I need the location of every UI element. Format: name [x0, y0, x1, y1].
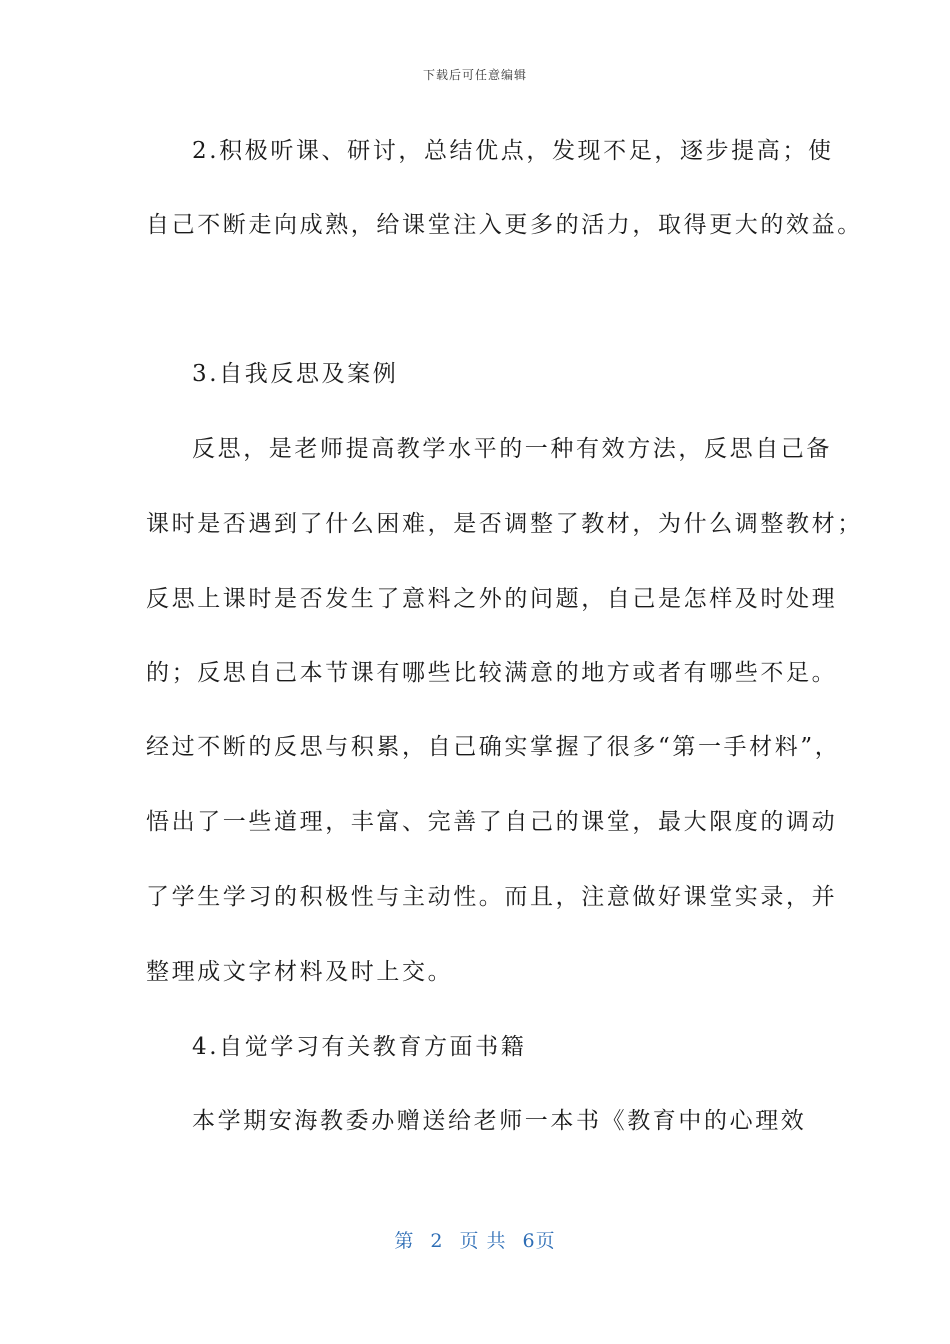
footer-middle: 页 共: [459, 1230, 507, 1252]
paragraph-line: 悟出了一些道理，丰富、完善了自己的课堂，最大限度的调动: [146, 809, 838, 835]
paragraph-line: 反思，是老师提高教学水平的一种有效方法，反思自己备: [192, 436, 832, 462]
paragraph-line: 课时是否遇到了什么困难，是否调整了教材，为什么调整教材；: [146, 511, 863, 537]
paragraph-line: 了学生学习的积极性与主动性。而且，注意做好课堂实录，并: [146, 884, 838, 910]
paragraph-line: 经过不断的反思与积累，自己确实掌握了很多“第一手材料”，: [146, 734, 841, 760]
footer-total: 6页: [522, 1230, 556, 1252]
paragraph-line: 的；反思自己本节课有哪些比较满意的地方或者有哪些不足。: [146, 660, 838, 686]
paragraph-line: 2.积极听课、研讨，总结优点，发现不足，逐步提高；使: [192, 138, 834, 164]
paragraph-line: 整理成文字材料及时上交。: [146, 959, 454, 985]
section-heading: 3.自我反思及案例: [192, 361, 399, 387]
section-heading: 4.自觉学习有关教育方面书籍: [192, 1034, 527, 1060]
page-header: 下载后可任意编辑: [422, 68, 527, 82]
footer-page-number: 2: [430, 1230, 444, 1252]
paragraph-line: 自己不断走向成熟，给课堂注入更多的活力，取得更大的效益。: [146, 212, 863, 238]
paragraph-line: 反思上课时是否发生了意料之外的问题，自己是怎样及时处理: [146, 586, 838, 612]
paragraph-line: 本学期安海教委办赠送给老师一本书《教育中的心理效: [192, 1108, 807, 1134]
footer-prefix: 第: [394, 1230, 415, 1252]
page-footer: [0, 1226, 950, 1253]
